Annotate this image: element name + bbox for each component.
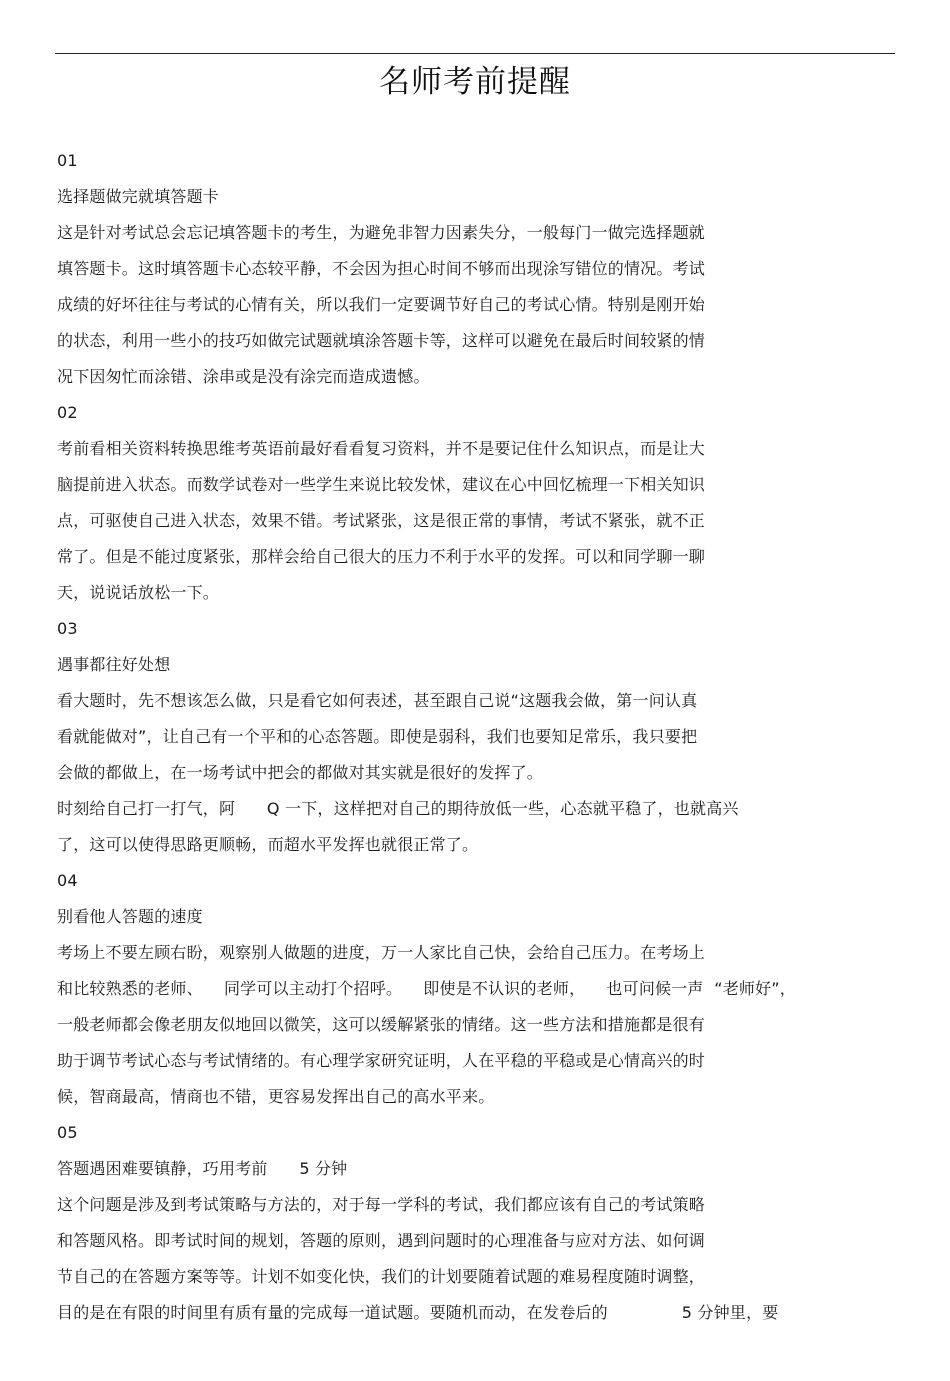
text-line	[57, 616, 902, 642]
text-line-content: 选择题做完就填答题卡	[57, 187, 220, 206]
text-line-content: 04	[57, 871, 78, 890]
text-line-content: 01	[57, 151, 78, 170]
document-body	[57, 148, 902, 1336]
text-line	[57, 328, 902, 354]
text-line	[57, 832, 902, 858]
text-line	[57, 940, 902, 966]
text-line	[57, 868, 902, 894]
text-line-content: 的状态，利用一些小的技巧如做完试题就填涂答题卡等，这样可以避免在最后时间较紧的情	[57, 331, 706, 350]
text-line	[57, 1156, 902, 1182]
text-line-content: 脑提前进入状态。而数学试卷对一些学生来说比较发怵，建议在心中回忆梳理一下相关知识	[57, 475, 706, 494]
text-line-content: 时刻给自己打一打气，阿 Q 一下，这样把对自己的期待放低一些，心态就平稳了，也就高兴	[57, 799, 739, 818]
text-line	[57, 796, 902, 822]
text-line	[57, 148, 902, 174]
text-line-content: 助于调节考试心态与考试情绪的。有心理学家研究证明，人在平稳的平稳或是心情高兴的时	[57, 1051, 706, 1070]
text-line	[57, 1264, 902, 1290]
text-line-content: 节自己的在答题方案等等。计划不如变化快，我们的计划要随着试题的难易程度随时调整，	[57, 1267, 706, 1286]
text-line	[57, 256, 902, 282]
text-line-content: 况下因匆忙而涂错、涂串或是没有涂完而造成遗憾。	[57, 367, 430, 386]
text-line	[57, 760, 902, 786]
text-line-content: 和答题风格。即考试时间的规划，答题的原则，遇到问题时的心理准备与应对方法、如何调	[57, 1231, 706, 1250]
text-line	[57, 1012, 902, 1038]
text-line-content: 答题遇困难要镇静，巧用考前 5 分钟	[57, 1159, 348, 1178]
text-line	[57, 724, 902, 750]
text-line-content: 这是针对考试总会忘记填答题卡的考生，为避免非智力因素失分，一般每门一做完选择题就	[57, 223, 706, 242]
text-line-content: 一般老师都会像老朋友似地回以微笑，这可以缓解紧张的情绪。这一些方法和措施都是很有	[57, 1015, 706, 1034]
text-line-content: 点，可驱使自己进入状态，效果不错。考试紧张，这是很正常的事情，考试不紧张，就不正	[57, 511, 706, 530]
text-line-content: 天，说说话放松一下。	[57, 583, 220, 602]
text-line	[57, 472, 902, 498]
text-line-content: 03	[57, 619, 78, 638]
header-rule	[55, 53, 895, 54]
text-line	[57, 1084, 902, 1110]
text-line	[57, 508, 902, 534]
text-line-content: 了，这可以使得思路更顺畅，而超水平发挥也就很正常了。	[57, 835, 479, 854]
text-line-content: 别看他人答题的速度	[57, 907, 203, 926]
text-line	[57, 1300, 902, 1326]
text-line-content: 看就能做对”，让自己有一个平和的心态答题。即使是弱科，我们也要知足常乐，我只要把	[57, 727, 698, 746]
text-line	[57, 1120, 902, 1146]
text-line-content: 会做的都做上，在一场考试中把会的都做对其实就是很好的发挥了。	[57, 763, 544, 782]
text-line	[57, 292, 902, 318]
document-title: 名师考前提醒	[379, 64, 571, 100]
text-line	[57, 1192, 902, 1218]
text-line	[57, 436, 902, 462]
text-line-content: 考前看相关资料转换思维考英语前最好看看复习资料，并不是要记住什么知识点，而是让大	[57, 439, 706, 458]
text-line-content: 成绩的好坏往往与考试的心情有关，所以我们一定要调节好自己的考试心情。特别是刚开始	[57, 295, 706, 314]
text-line	[57, 1048, 902, 1074]
text-line-content: 05	[57, 1123, 78, 1142]
text-line-content: 目的是在有限的时间里有质有量的完成每一道试题。要随机而动，在发卷后的 5 分钟里，要	[57, 1303, 779, 1322]
text-line-content: 和比较熟悉的老师、 同学可以主动打个招呼。 即使是不认识的老师， 也可问候一声 “老师好”，	[57, 979, 796, 998]
text-line	[57, 688, 902, 714]
text-line-content: 填答题卡。这时填答题卡心态较平静，不会因为担心时间不够而出现涂写错位的情况。考试	[57, 259, 706, 278]
text-line-content: 考场上不要左顾右盼，观察别人做题的进度，万一人家比自己快，会给自己压力。在考场上	[57, 943, 706, 962]
text-line	[57, 580, 902, 606]
text-line	[57, 976, 902, 1002]
text-line	[57, 184, 902, 210]
text-line	[57, 544, 902, 570]
text-line-content: 遇事都往好处想	[57, 655, 171, 674]
text-line	[57, 364, 902, 390]
text-line	[57, 400, 902, 426]
text-line	[57, 220, 902, 246]
text-line-content: 这个问题是涉及到考试策略与方法的，对于每一学科的考试，我们都应该有自己的考试策略	[57, 1195, 706, 1214]
text-line	[57, 904, 902, 930]
text-line-content: 常了。但是不能过度紧张，那样会给自己很大的压力不利于水平的发挥。可以和同学聊一聊	[57, 547, 706, 566]
text-line	[57, 1228, 902, 1254]
text-line-content: 02	[57, 403, 78, 422]
text-line	[57, 652, 902, 678]
text-line-content: 看大题时，先不想该怎么做，只是看它如何表述，甚至跟自己说“这题我会做，第一问认真	[57, 691, 698, 710]
text-line-content: 候，智商最高，情商也不错，更容易发挥出自己的高水平来。	[57, 1087, 495, 1106]
